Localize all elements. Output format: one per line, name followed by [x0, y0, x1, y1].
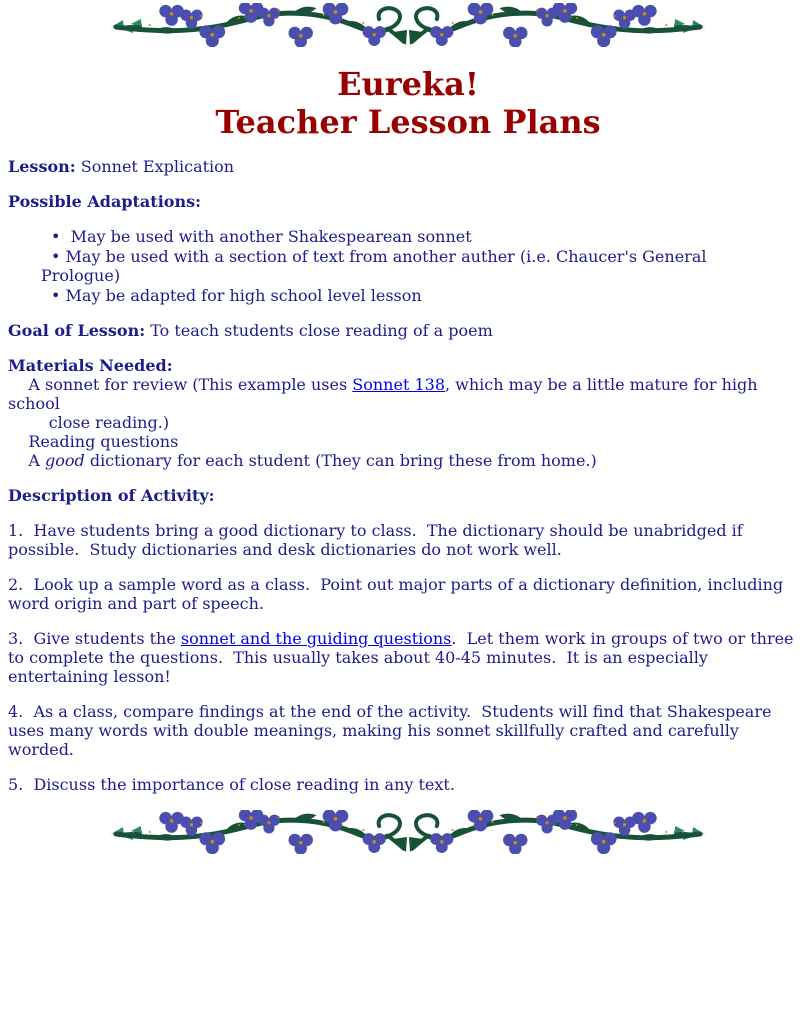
vine-flower-border-icon: [110, 3, 706, 47]
vine-flower-border-icon: [110, 810, 706, 854]
materials-line-sonnet-rest: , which may be a little mature for high school: [8, 375, 758, 413]
sonnet-138-link[interactable]: Sonnet 138: [352, 375, 445, 394]
lesson-line: [8, 157, 800, 176]
materials-line-close-reading: close reading.): [8, 413, 170, 432]
goal-label: Goal of Lesson:: [8, 321, 146, 340]
page-title: [8, 65, 800, 141]
floral-divider-bottom: [8, 810, 800, 854]
materials-line-dictionary-post: dictionary for each student (They can bring these from home.): [84, 451, 597, 470]
floral-divider-top: [8, 3, 800, 47]
adaptations-heading: [8, 192, 800, 211]
activity-step-2: 2. Look up a sample word as a class. Point out major parts of a dictionary definition, including word origin and part of speech.: [8, 575, 784, 613]
materials-line-sonnet: A sonnet for review (This example uses: [8, 375, 353, 394]
description-heading: [8, 486, 800, 505]
materials-section: [8, 356, 800, 470]
materials-good-emphasis: good: [44, 451, 85, 470]
adaptations-label: Possible Adaptations:: [8, 192, 201, 211]
goal-line: [8, 321, 800, 340]
lesson-label: Lesson:: [8, 157, 76, 176]
description-label: Description of Activity:: [8, 486, 215, 505]
guiding-questions-link[interactable]: sonnet and the guiding questions: [180, 629, 452, 648]
adaptations-list: [8, 227, 768, 305]
activity-step-4: 4. As a class, compare findings at the end of the activity. Students will find that Shakespeare uses many words with double meanings, making his sonnet skillfully crafted and carefully worded.: [8, 702, 772, 759]
lesson-value: Sonnet Explication: [75, 157, 235, 176]
materials-label: Materials Needed:: [8, 356, 173, 375]
title-line-2: Teacher Lesson Plans: [215, 103, 601, 141]
step-3-pre: 3. Give students the: [8, 629, 181, 648]
activity-step-3: [8, 629, 800, 686]
title-line-1: Eureka!: [337, 65, 479, 103]
list-item: • May be adapted for high school level lesson: [41, 286, 768, 306]
activity-step-5: 5. Discuss the importance of close reading in any text.: [8, 775, 455, 794]
list-item: • May be used with a section of text from another auther (i.e. Chaucer's General Prologue): [41, 247, 768, 286]
activity-step-1: 1. Have students bring a good dictionary to class. The dictionary should be unabridged if possible. Study dictionaries and desk dictionaries do not work well.: [8, 521, 743, 559]
list-item: • May be used with another Shakespearean sonnet: [41, 227, 768, 247]
materials-line-dictionary-pre: A: [8, 451, 45, 470]
step-3-post: . Let them work in groups of two or three to complete the questions. This usually takes about 40-45 minutes. It is an especially entertaining lesson!: [8, 629, 794, 686]
materials-line-reading-questions: Reading questions: [8, 432, 179, 451]
goal-value: To teach students close reading of a poem: [145, 321, 493, 340]
